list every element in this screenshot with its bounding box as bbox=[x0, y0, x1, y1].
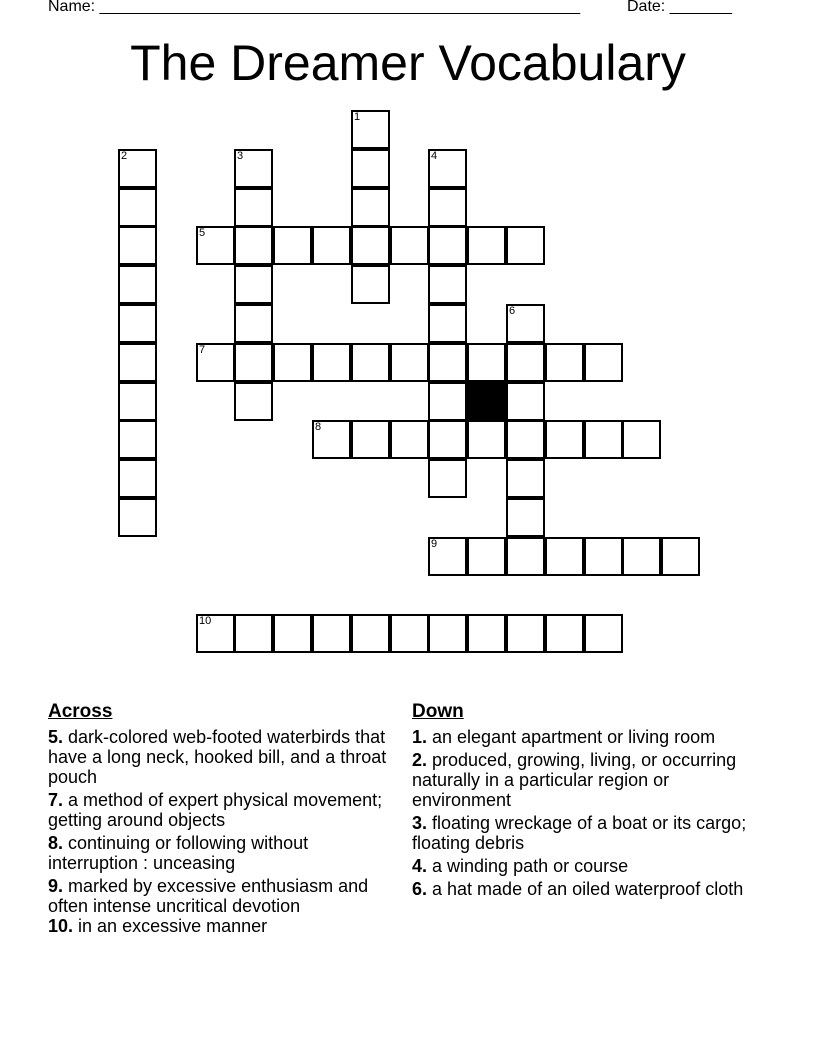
grid-cell[interactable] bbox=[234, 382, 273, 421]
clue-text: produced, growing, living, or occurring naturally in a particular region or environment bbox=[412, 750, 737, 810]
down-clue bbox=[412, 879, 757, 899]
clue-number: 1. bbox=[412, 727, 428, 747]
down-clue bbox=[412, 727, 757, 747]
down-clue bbox=[412, 750, 757, 810]
grid-cell[interactable] bbox=[273, 614, 312, 653]
clue-number-label: 6 bbox=[509, 305, 516, 317]
across-heading: Across bbox=[48, 701, 113, 722]
down-heading: Down bbox=[412, 701, 464, 722]
grid-cell[interactable] bbox=[234, 188, 273, 227]
across-clue bbox=[48, 916, 388, 936]
clue-number: 6. bbox=[412, 879, 428, 899]
clue-text: marked by excessive enthusiasm and often intense uncritical devotion bbox=[48, 876, 369, 916]
grid-cell[interactable] bbox=[351, 226, 390, 265]
clue-number-label: 10 bbox=[199, 615, 212, 627]
grid-cell[interactable] bbox=[584, 343, 623, 382]
grid-cell[interactable] bbox=[118, 304, 157, 343]
grid-cell[interactable] bbox=[118, 343, 157, 382]
grid-cell[interactable] bbox=[428, 226, 467, 265]
grid-cell[interactable] bbox=[467, 343, 506, 382]
grid-cell[interactable] bbox=[273, 226, 312, 265]
clue-number-label: 5 bbox=[199, 227, 206, 239]
across-clue bbox=[48, 727, 388, 787]
clue-number: 9. bbox=[48, 876, 64, 896]
grid-cell[interactable] bbox=[584, 614, 623, 653]
grid-cell[interactable] bbox=[196, 226, 235, 265]
grid-cell[interactable] bbox=[584, 420, 623, 459]
grid-cell[interactable] bbox=[196, 343, 235, 382]
grid-cell[interactable] bbox=[506, 382, 545, 421]
grid-cell[interactable] bbox=[467, 537, 506, 576]
grid-cell[interactable] bbox=[118, 188, 157, 227]
across-clues bbox=[48, 702, 388, 939]
grid-cell[interactable] bbox=[351, 188, 390, 227]
clue-number: 2. bbox=[412, 750, 428, 770]
page-title: The Dreamer Vocabulary bbox=[130, 35, 686, 91]
clue-text: floating wreckage of a boat or its cargo; floating debris bbox=[412, 813, 747, 853]
grid-cell[interactable] bbox=[118, 382, 157, 421]
down-clue bbox=[412, 813, 757, 853]
grid-cell[interactable] bbox=[234, 149, 273, 188]
grid-cell[interactable] bbox=[467, 614, 506, 653]
grid-cell[interactable] bbox=[234, 614, 273, 653]
clue-text: in an excessive manner bbox=[73, 916, 268, 936]
grid-cell[interactable] bbox=[622, 537, 661, 576]
grid-cell[interactable] bbox=[428, 382, 467, 421]
across-clue bbox=[48, 833, 388, 873]
grid-cell[interactable] bbox=[506, 226, 545, 265]
grid-cell[interactable] bbox=[351, 110, 390, 149]
grid-cell[interactable] bbox=[196, 614, 235, 653]
clue-text: continuing or following without interruption : unceasing bbox=[48, 833, 309, 873]
grid-cell[interactable] bbox=[428, 537, 467, 576]
grid-cell[interactable] bbox=[234, 304, 273, 343]
grid-cell[interactable] bbox=[428, 188, 467, 227]
clue-text: dark-colored web-footed waterbirds that have a long neck, hooked bill, and a throat pouch bbox=[48, 727, 387, 787]
grid-cell[interactable] bbox=[506, 343, 545, 382]
grid-cell[interactable] bbox=[312, 614, 351, 653]
clue-number-label: 1 bbox=[354, 111, 361, 123]
clue-number-label: 9 bbox=[431, 538, 438, 550]
clue-number-label: 3 bbox=[237, 150, 244, 162]
grid-cell[interactable] bbox=[351, 265, 390, 304]
grid-cell[interactable] bbox=[545, 343, 584, 382]
grid-cell[interactable] bbox=[428, 265, 467, 304]
grid-cell[interactable] bbox=[390, 343, 429, 382]
clue-text: a method of expert physical movement; getting around objects bbox=[48, 790, 383, 830]
down-clue bbox=[412, 856, 757, 876]
grid-cell[interactable] bbox=[312, 420, 351, 459]
grid-cell[interactable] bbox=[506, 459, 545, 498]
grid-cell[interactable] bbox=[351, 420, 390, 459]
clue-number-label: 2 bbox=[121, 150, 128, 162]
clue-number-label: 7 bbox=[199, 344, 206, 356]
grid-cell[interactable] bbox=[351, 343, 390, 382]
clue-number-label: 8 bbox=[315, 421, 322, 433]
grid-cell[interactable] bbox=[312, 226, 351, 265]
grid-cell[interactable] bbox=[545, 420, 584, 459]
grid-cell[interactable] bbox=[234, 265, 273, 304]
grid-cell[interactable] bbox=[428, 343, 467, 382]
grid-cell[interactable] bbox=[351, 614, 390, 653]
down-clues bbox=[412, 702, 757, 902]
grid-cell[interactable] bbox=[390, 420, 429, 459]
clue-text: an elegant apartment or living room bbox=[427, 727, 716, 747]
across-clue bbox=[48, 790, 388, 830]
grid-cell[interactable] bbox=[467, 226, 506, 265]
clue-number: 3. bbox=[412, 813, 428, 833]
grid-cell[interactable] bbox=[622, 420, 661, 459]
grid-cell[interactable] bbox=[234, 226, 273, 265]
grid-cell[interactable] bbox=[506, 304, 545, 343]
grid-cell[interactable] bbox=[428, 614, 467, 653]
grid-cell[interactable] bbox=[234, 343, 273, 382]
grid-cell[interactable] bbox=[118, 459, 157, 498]
clue-number-label: 4 bbox=[431, 150, 438, 162]
grid-cell[interactable] bbox=[118, 149, 157, 188]
across-clue bbox=[48, 876, 388, 916]
grid-cell[interactable] bbox=[467, 420, 506, 459]
clue-number: 5. bbox=[48, 727, 64, 747]
clue-text: a winding path or course bbox=[427, 856, 629, 876]
date-field[interactable]: Date: _______ bbox=[627, 0, 732, 15]
grid-cell[interactable] bbox=[506, 537, 545, 576]
grid-cell[interactable] bbox=[428, 420, 467, 459]
name-field[interactable]: Name: ______________________________________________________ bbox=[48, 0, 581, 15]
clue-number: 7. bbox=[48, 790, 64, 810]
grid-cell[interactable] bbox=[428, 149, 467, 188]
grid-cell[interactable] bbox=[545, 537, 584, 576]
clue-number: 10. bbox=[48, 916, 74, 936]
grid-cell[interactable] bbox=[118, 498, 157, 537]
grid-cell[interactable] bbox=[506, 498, 545, 537]
clue-number: 4. bbox=[412, 856, 428, 876]
grid-cell[interactable] bbox=[428, 459, 467, 498]
grid-cell[interactable] bbox=[390, 614, 429, 653]
grid-cell[interactable] bbox=[661, 537, 700, 576]
grid-cell[interactable] bbox=[545, 614, 584, 653]
grid-cell[interactable] bbox=[506, 614, 545, 653]
grid-cell[interactable] bbox=[118, 420, 157, 459]
grid-cell[interactable] bbox=[428, 304, 467, 343]
clue-text: a hat made of an oiled waterproof cloth bbox=[427, 879, 744, 899]
grid-cell[interactable] bbox=[118, 265, 157, 304]
grid-cell[interactable] bbox=[118, 226, 157, 265]
grid-cell[interactable] bbox=[273, 343, 312, 382]
grid-cell[interactable] bbox=[506, 420, 545, 459]
clue-number: 8. bbox=[48, 833, 64, 853]
grid-cell[interactable] bbox=[312, 343, 351, 382]
grid-cell[interactable] bbox=[351, 149, 390, 188]
grid-cell[interactable] bbox=[390, 226, 429, 265]
grid-cell[interactable] bbox=[584, 537, 623, 576]
blocked-cell bbox=[467, 382, 506, 421]
